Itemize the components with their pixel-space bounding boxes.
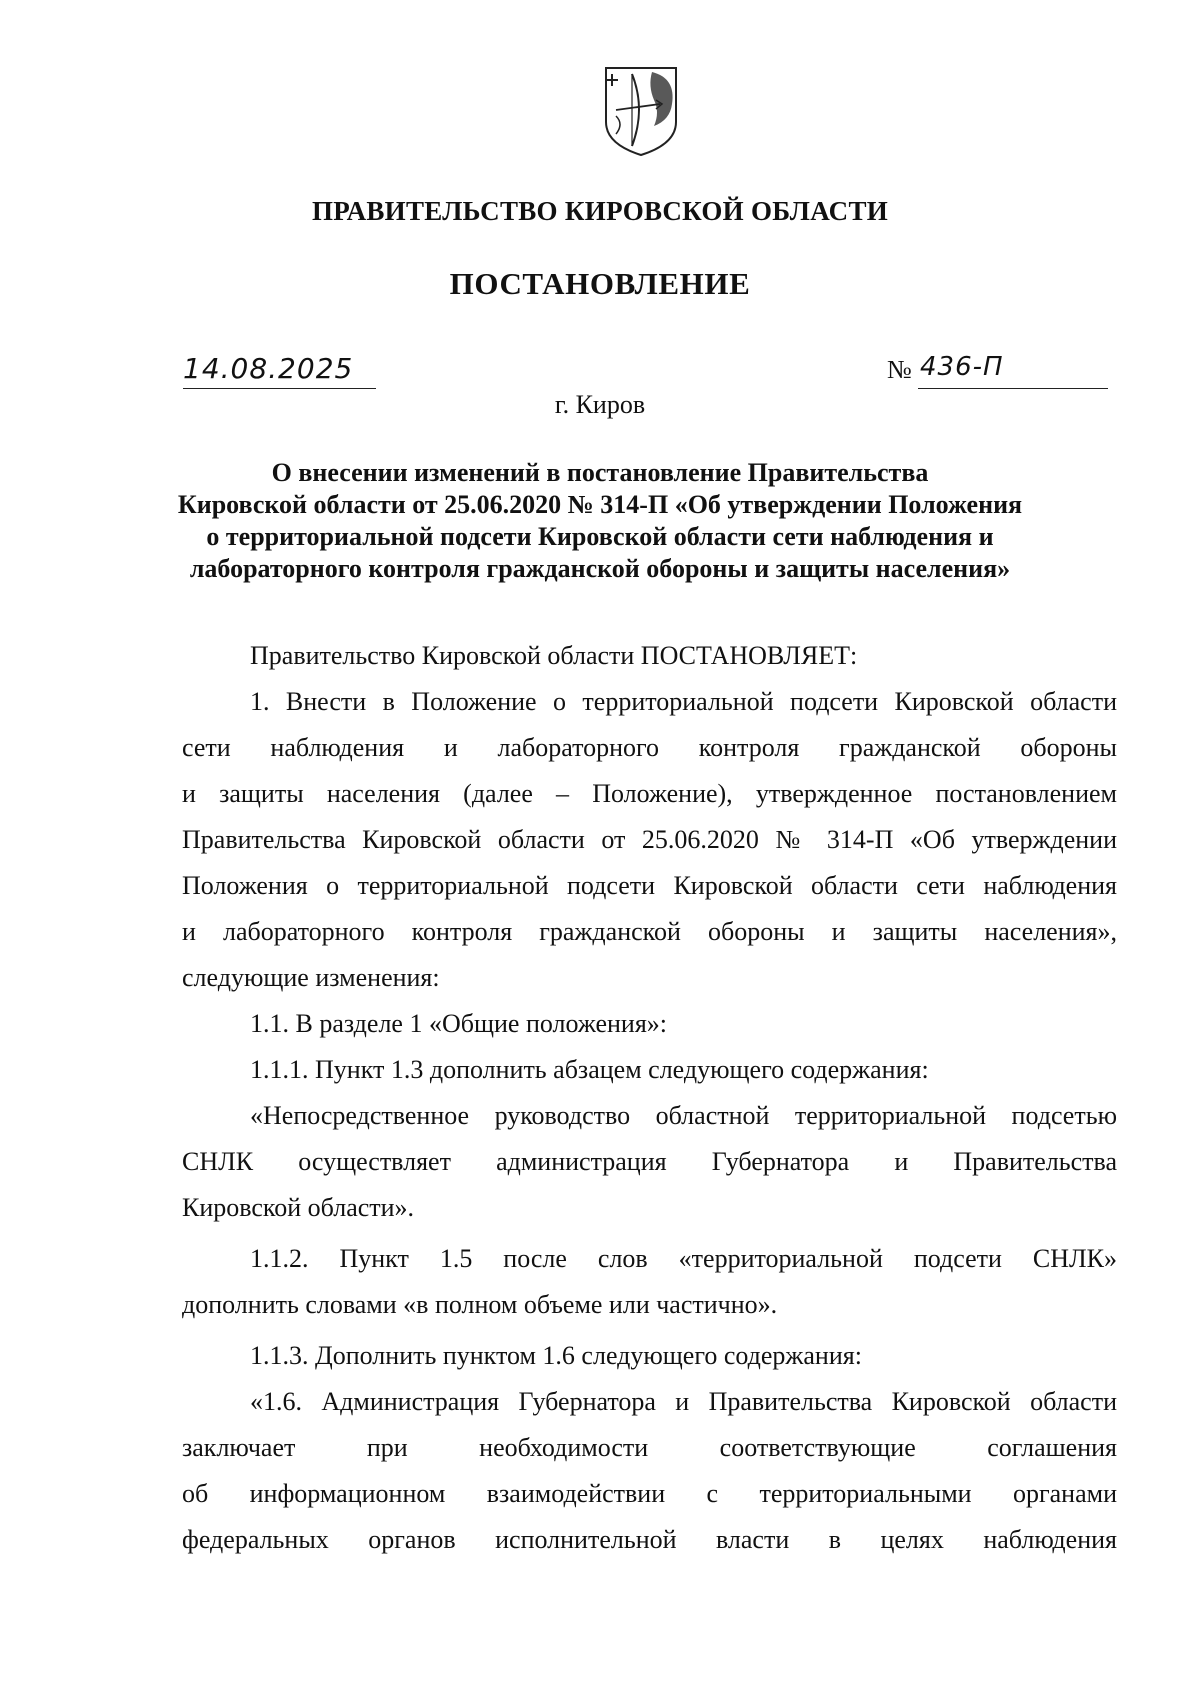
text-line: Правительства Кировской области от 25.06.2020 № 314-П «Об утверждении — [182, 825, 1117, 854]
text-line: следующие изменения: — [182, 963, 440, 992]
text-line: Кировской области». — [182, 1193, 415, 1222]
document-type: ПОСТАНОВЛЕНИЕ — [449, 266, 751, 301]
date-underline — [183, 388, 376, 389]
text-line: «1.6. Администрация Губернатора и Правительства Кировской области — [250, 1387, 1117, 1416]
text-line: СНЛК осуществляет администрация Губернатора и Правительства — [182, 1147, 1117, 1176]
preamble: Правительство Кировской области ПОСТАНОВЛЯЕТ: — [250, 641, 858, 670]
text-line: дополнить словами «в полном объеме или частично». — [182, 1290, 778, 1319]
number-sign: № — [887, 355, 912, 384]
text-line: об информационном взаимодействии с территориальными органами — [182, 1479, 1117, 1508]
text-line: федеральных органов исполнительной власти в целях наблюдения — [182, 1525, 1117, 1554]
paragraph-1-1-1: 1.1.1. Пункт 1.3 дополнить абзацем следующего содержания: — [250, 1055, 929, 1084]
government-name: ПРАВИТЕЛЬСТВО КИРОВСКОЙ ОБЛАСТИ — [311, 196, 889, 226]
paragraph-1-1-3: 1.1.3. Дополнить пунктом 1.6 следующего содержания: — [250, 1341, 862, 1370]
document-date: 14.08.2025 — [183, 352, 354, 385]
subject-line: лабораторного контроля гражданской обороны и защиты населения» — [189, 554, 1011, 583]
quote-1 — [182, 1093, 1117, 1231]
subject-line: о территориальной подсети Кировской области сети наблюдения и — [206, 522, 994, 551]
text-line: 1.1.2. Пункт 1.5 после слов «территориальной подсети СНЛК» — [250, 1244, 1117, 1273]
text-line: и лабораторного контроля гражданской обороны и защиты населения», — [182, 917, 1117, 946]
text-line: заключает при необходимости соответствующие соглашения — [182, 1433, 1117, 1462]
document-body — [182, 633, 1117, 1563]
quote-2 — [182, 1379, 1117, 1563]
text-line: и защиты населения (далее – Положение), утвержденное постановлением — [182, 779, 1117, 808]
document-number: 436-П — [920, 352, 1004, 382]
coat-of-arms-icon — [602, 64, 680, 158]
paragraph-1-1-2 — [182, 1236, 1117, 1328]
subject-line: Кировской области от 25.06.2020 № 314-П «Об утверждении Положения — [177, 490, 1023, 519]
text-line: 1. Внести в Положение о территориальной подсети Кировской области — [250, 687, 1117, 716]
paragraph-1 — [182, 679, 1117, 1001]
number-underline — [918, 388, 1108, 389]
text-line: «Непосредственное руководство областной территориальной подсетью — [250, 1101, 1117, 1130]
city: г. Киров — [554, 390, 646, 419]
text-line: Положения о территориальной подсети Кировской области сети наблюдения — [182, 871, 1117, 900]
document-subject — [150, 457, 1050, 585]
subject-line: О внесении изменений в постановление Правительства — [271, 458, 929, 487]
text-line: сети наблюдения и лабораторного контроля гражданской обороны — [182, 733, 1117, 762]
paragraph-1-1: 1.1. В разделе 1 «Общие положения»: — [250, 1009, 668, 1038]
